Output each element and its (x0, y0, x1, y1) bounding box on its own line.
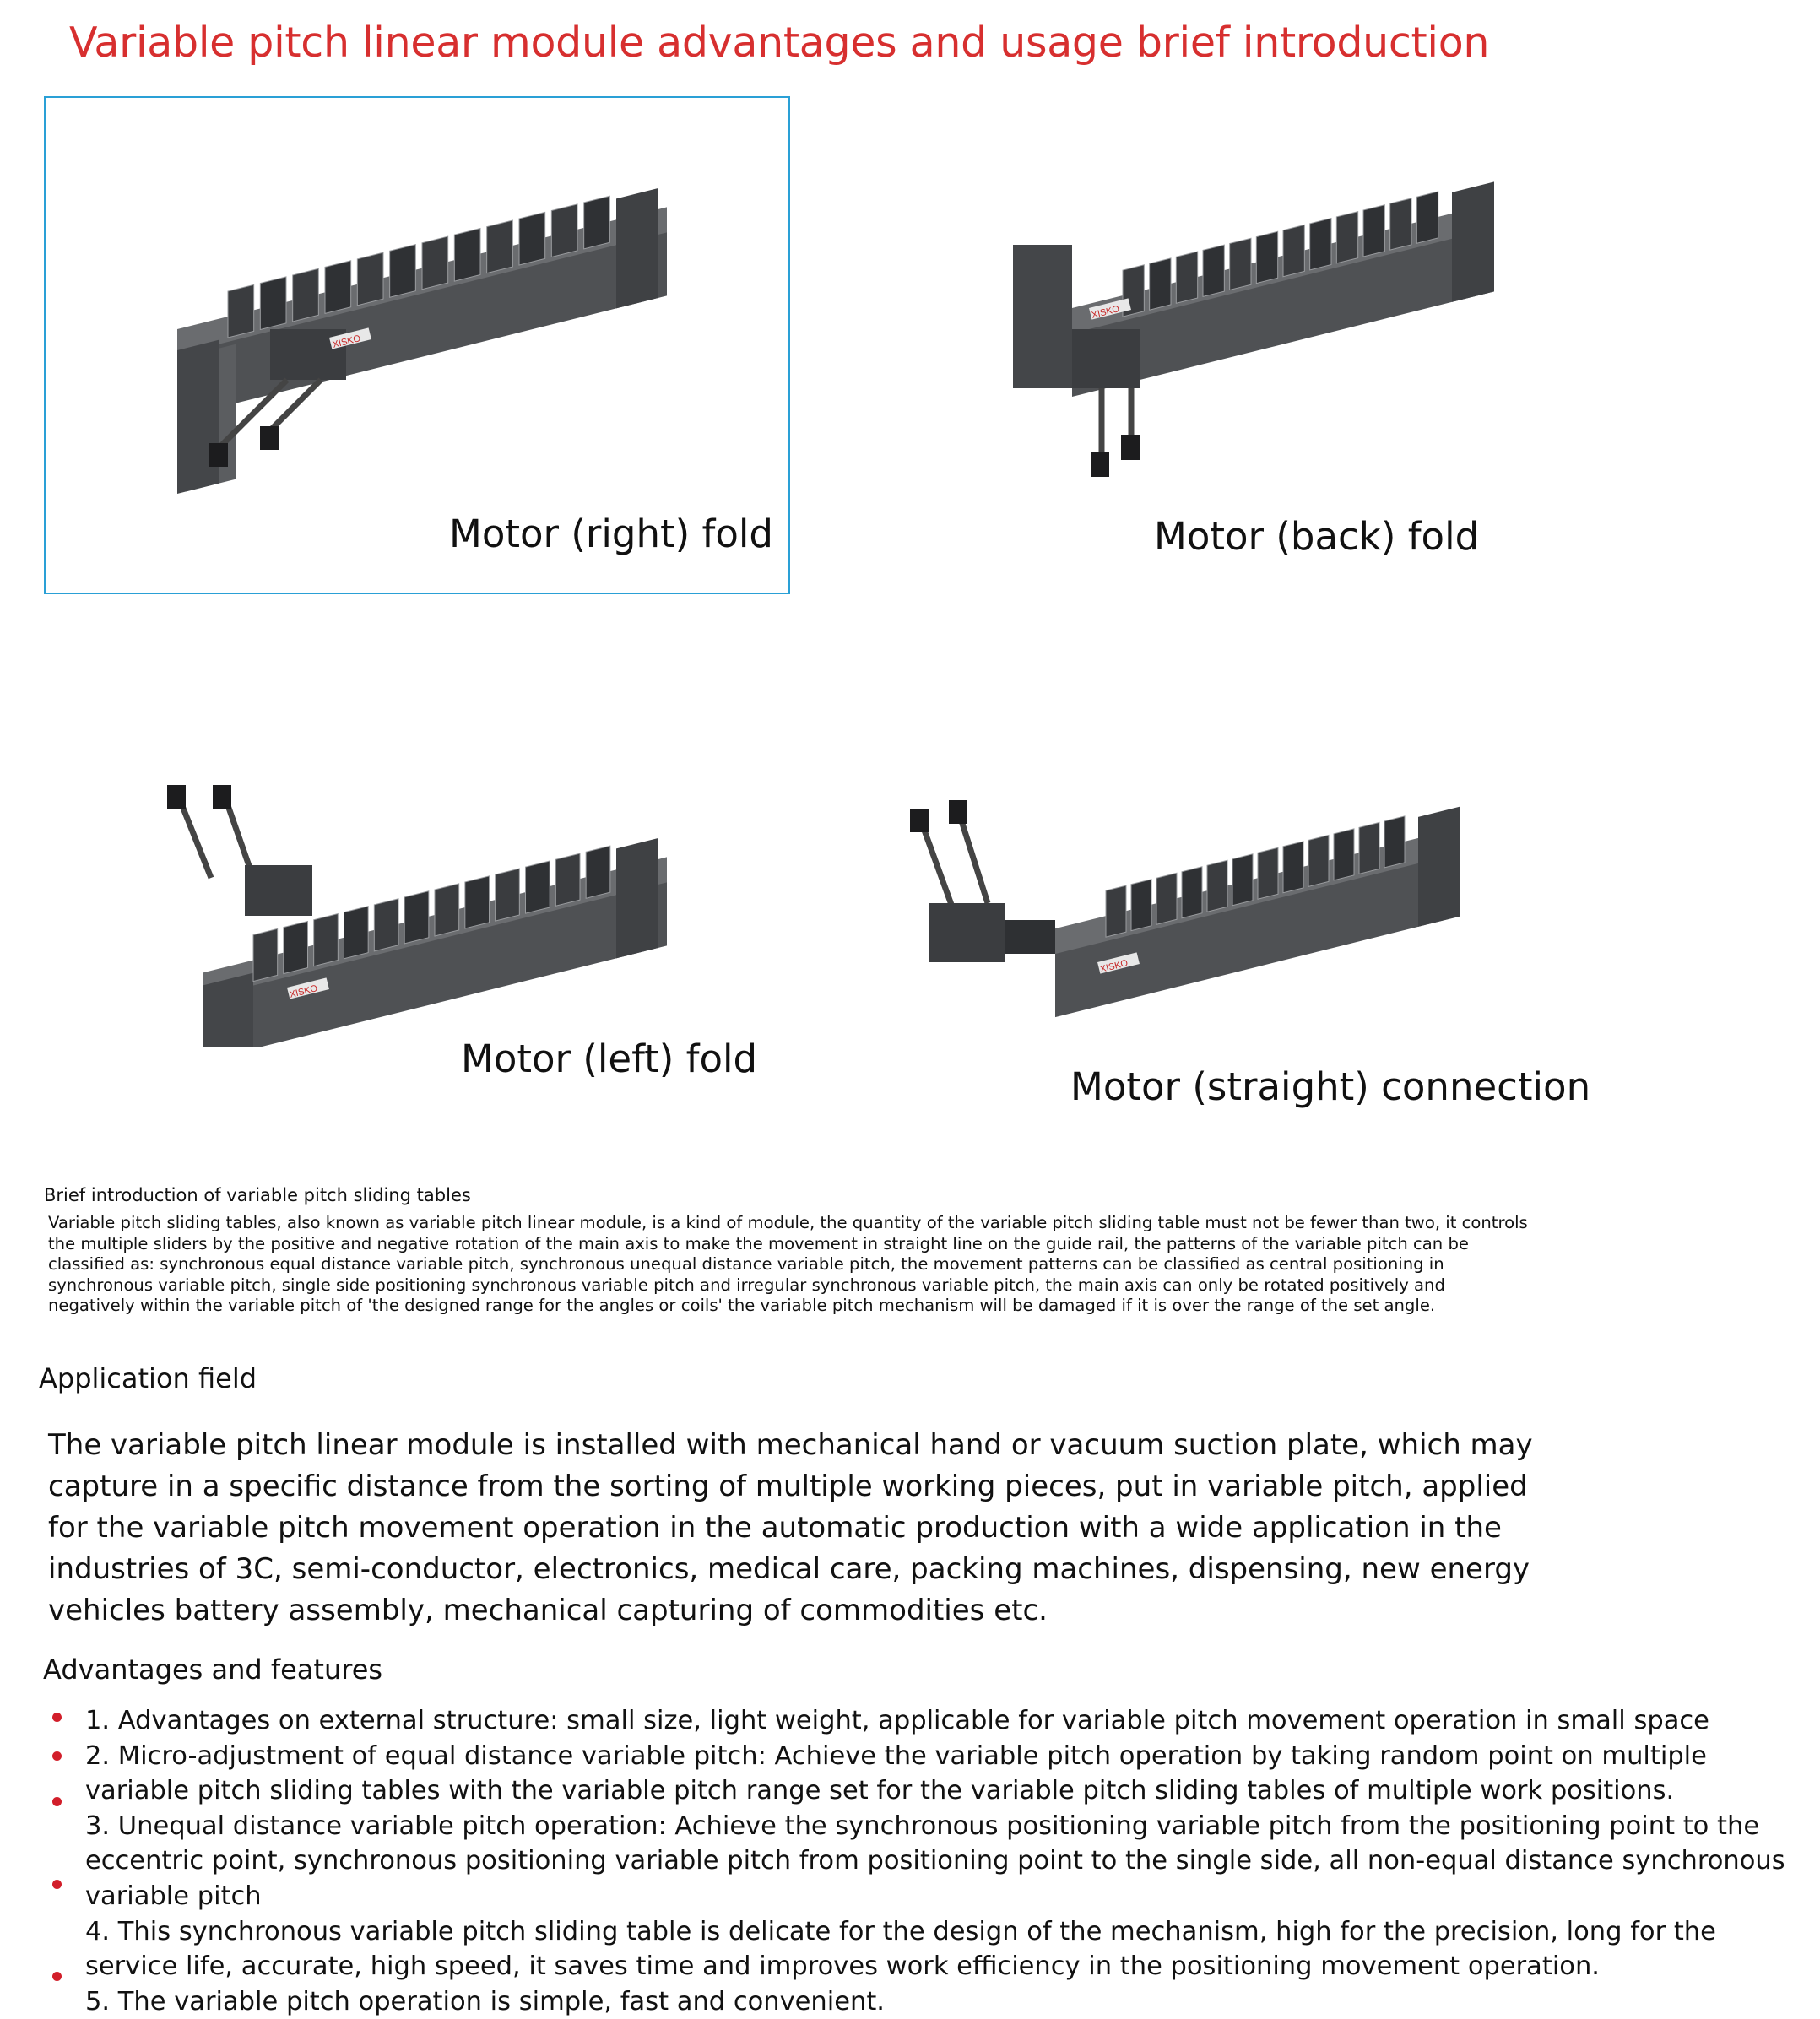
slider-block (253, 928, 278, 981)
caption-right-fold: Motor (right) fold (449, 512, 773, 556)
slider-block (1283, 225, 1304, 276)
slider-block (314, 914, 339, 966)
slider-block (526, 861, 550, 913)
list-item: 3. Unequal distance variable pitch operation: Achieve the synchronous positioning variable pitch from the positioning point to the eccentric point, synchronous positioning variable pitch from positioning point to the single side, all non-equal distance synchronous variable pitch (85, 1811, 1785, 1911)
advantages-heading: Advantages and features (43, 1654, 383, 1686)
slider-block (422, 236, 448, 290)
caption-back-fold: Motor (back) fold (1154, 514, 1480, 559)
slider-block (1156, 873, 1177, 924)
module-image-right-fold (160, 152, 684, 515)
slider-block (584, 196, 610, 249)
slider-block (1203, 245, 1224, 296)
slider-block (325, 261, 351, 314)
slider-block (293, 268, 319, 322)
slider-block (551, 204, 577, 257)
bullet-icon (52, 1880, 62, 1889)
list-item: 4. This synchronous variable pitch sliding table is delicate for the design of the mechanism, high for the precision, long for the service life, accurate, high speed, it saves time and improves work efficiency in the positioning movement operation. (85, 1916, 1716, 1982)
slider-block (390, 245, 416, 298)
slider-block (374, 899, 398, 951)
page-title: Variable pitch linear module advantages and usage brief introduction (69, 19, 1490, 67)
brief-body: Variable pitch sliding tables, also known as variable pitch linear module, is a kind of module, the quantity of the variable pitch sliding table must not be fewer than two, it controls the multiple sliders by the positive and negative rotation of the main axis to make the movement in straight line on the guide rail, the patterns of the variable pitch can be classified as: synchronous equal distance variable pitch, synchronous unequal distance variable pitch, the movement patterns can be classified as central positioning in synchronous variable pitch, single side positioning synchronous variable pitch and irregular synchronous variable pitch, the main axis can only be rotated positively and negatively within the variable pitch of 'the designed range for the angles or coils' the variable pitch mechanism will be damaged if it is over the range of the set angle. (48, 1213, 1528, 1316)
slider-block (1384, 816, 1405, 868)
slider-block (1334, 829, 1354, 880)
slider-block (519, 212, 545, 265)
brand-logo: XISKO (331, 333, 362, 350)
brand-logo: XISKO (1090, 304, 1121, 321)
slider-block (1232, 854, 1253, 906)
caption-straight-connection: Motor (straight) connection (1070, 1064, 1591, 1109)
caption-left-fold: Motor (left) fold (461, 1037, 758, 1081)
slider-block (1182, 867, 1202, 918)
brand-logo: XISKO (1098, 958, 1129, 975)
application-heading: Application field (39, 1362, 257, 1394)
advantages-list (85, 1703, 1790, 2019)
list-item: 1. Advantages on external structure: small size, light weight, applicable for variable pitch movement operation in small space (85, 1706, 1709, 1735)
slider-block (1308, 835, 1329, 886)
slider-block (1390, 198, 1411, 250)
slider-block (344, 907, 369, 959)
module-image-back-fold (1005, 118, 1503, 515)
list-item: 5. The variable pitch operation is simple, fast and convenient. (85, 1986, 885, 2016)
slider-block (1106, 885, 1126, 937)
slider-block (1416, 192, 1438, 243)
bullet-icon (52, 1751, 62, 1761)
brief-heading: Brief introduction of variable pitch sliding tables (44, 1185, 471, 1205)
bullet-icon (52, 1713, 62, 1722)
bullet-icon (52, 1797, 62, 1806)
application-body: The variable pitch linear module is installed with mechanical hand or vacuum suction plate, which may capture in a specific distance from the sorting of multiple working pieces, put in variable pitch, applied for the variable pitch movement operation in the automatic production with a wide application in the industries of 3C, semi-conductor, electronics, medical care, packing machines, dispensing, new energy vehicles battery assembly, mechanical capturing of commodities etc. (48, 1428, 1533, 1627)
slider-block (1336, 212, 1357, 263)
slider-block (435, 884, 459, 936)
slider-block (1256, 231, 1277, 283)
slider-block (1131, 880, 1151, 931)
slider-block (284, 921, 308, 973)
module-image-left-fold (160, 777, 684, 1047)
slider-block (586, 846, 610, 898)
slider-block (1150, 258, 1171, 310)
slider-block (228, 284, 254, 338)
slider-block (260, 277, 286, 330)
list-item: 2. Micro-adjustment of equal distance variable pitch: Achieve the variable pitch operation by taking random point on multiple variable pitch sliding tables with the variable pitch range set for the variable pitch sliding tables of multiple work positions. (85, 1740, 1707, 1806)
brand-logo: XISKO (288, 983, 319, 1000)
slider-block (555, 853, 580, 906)
bullet-icon (52, 1972, 62, 1981)
slider-block (465, 876, 490, 928)
slider-block (1176, 252, 1197, 303)
slider-block (1258, 847, 1278, 899)
slider-block (357, 252, 383, 306)
slider-block (1359, 822, 1379, 874)
slider-block (487, 220, 513, 273)
slider-block (1363, 205, 1384, 257)
slider-block (1207, 860, 1227, 912)
slider-block (1283, 842, 1303, 893)
module-image-straight-connection (903, 793, 1477, 1021)
slider-block (1310, 219, 1331, 270)
slider-block (404, 891, 429, 944)
slider-block (1230, 238, 1251, 290)
slider-block (496, 869, 520, 921)
slider-block (454, 229, 480, 282)
